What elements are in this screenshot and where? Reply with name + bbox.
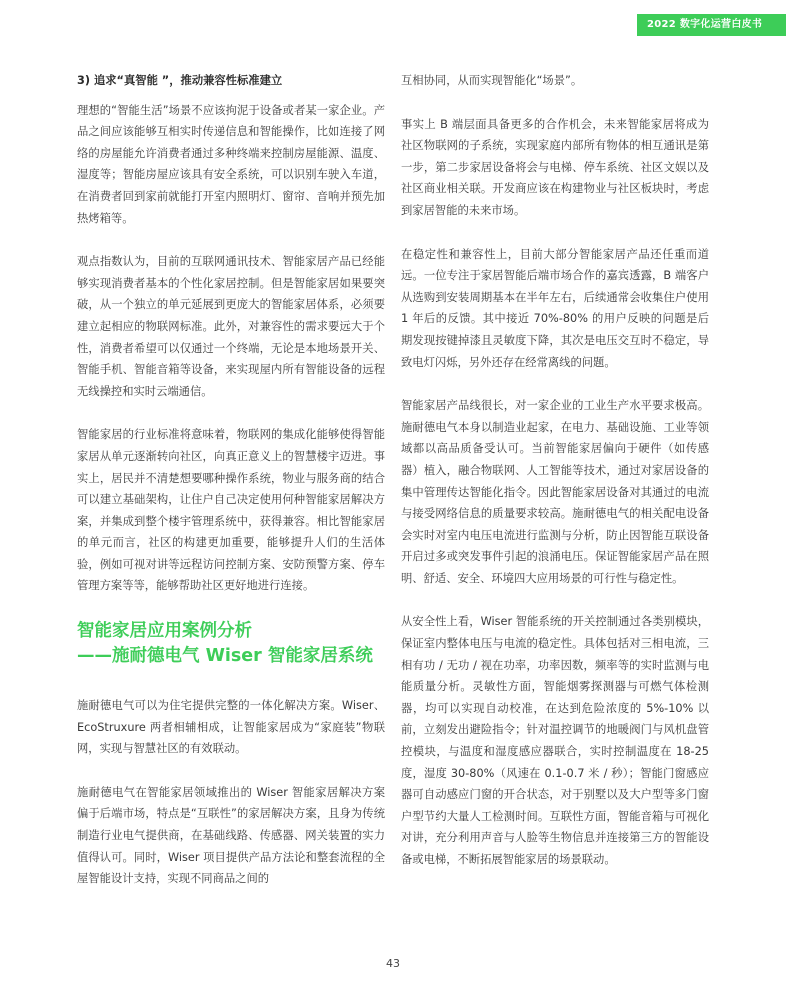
- paragraph: 施耐德电气可以为住宅提供完整的一体化解决方案。Wiser、EcoStruxure 两者相辅相成，让智能家居成为“家庭装”物联网，实现与智慧社区的有效联动。: [77, 699, 385, 756]
- header-tab: 2022 数字化运营白皮书: [637, 14, 786, 36]
- page-number: 43: [386, 957, 400, 970]
- paragraph: 施耐德电气在智能家居领域推出的 Wiser 智能家居解决方案偏于后端市场，特点是“互联性”的家居解决方案，且身为传统制造行业电气提供商，在基础线路、传感器、网关装置的实力值得认可。同时，Wiser 项目提供产品方法论和整套流程的全屋智能设计支持，实现不同商品之间的: [77, 785, 385, 886]
- paragraph: 从安全性上看，Wiser 智能系统的开关控制通过各类别模块，保证室内整体电压与电流的稳定性。具体包括对三相电流，三相有功 / 无功 / 视在功率，功率因数，频率等的实时监测与电能质量分析。灵敏性方面，智能烟雾探测器与可燃气体检测器，均可以实现自动校准，在达到危险浓度的 5%-10% 以前，立刻发出避险指令；针对温控调节的地暖阀门与风机盘管控模块，与温度和湿度感应器联合，实时控制温度在 18-25 度，湿度 30-80%（风速在 0.1-0.7 米 / 秒）；智能门窗感应器可自动感应门窗的开合状态，对于别墅以及大户型等多门窗户型节约大量人工检测时间。互联性方面，智能音箱与可视化对讲，充分利用声音与人脸等生物信息并连接第三方的智能设备或电梯，不断拓展智能家居的场景联动。: [401, 615, 709, 866]
- paragraph: 观点指数认为，目前的互联网通讯技术、智能家居产品已经能够实现消费者基本的个性化家居控制。但是智能家居如果要突破，从一个独立的单元延展到更庞大的智能家居体系，必须要建立起相应的物联网标准。此外，对兼容性的需求要远大于个性，消费者希望可以仅通过一个终端，无论是本地场景开关、智能手机、智能音箱等设备，来实现屋内所有智能设备的远程无线操控和实时云端通信。: [77, 255, 385, 398]
- section-title: [77, 619, 385, 669]
- left-column: [77, 70, 385, 912]
- paragraph: 理想的“智能生活”场景不应该拘泥于设备或者某一家企业。产品之间应该能够互相实时传递信息和智能操作，比如连接了网络的房屋能允许消费者通过多种终端来控制房屋能源、温度、湿度等；智能房屋应该具有安全系统，可以识别车驶入车道，在消费者回到家前就能打开室内照明灯、窗帘、音响并预先加热烤箱等。: [77, 103, 385, 225]
- paragraph: 智能家居产品线很长，对一家企业的工业生产水平要求极高。施耐德电气本身以制造业起家，在电力、基础设施、工业等领域都以高品质备受认可。当前智能家居偏向于硬件（如传感器）植入，融合物联网、人工智能等技术，通过对家居设备的集中管理传达智能化指令。因此智能家居设备对其通过的电流与接受网络信息的质量要求较高。施耐德电气的相关配电设备会实时对室内电压电流进行监测与分析，防止因智能互联设备开启过多或突发事件引起的浪涌电压。保证智能家居产品在照明、舒适、安全、环境四大应用场景的可行性与稳定性。: [401, 399, 709, 585]
- paragraph: 事实上 B 端层面具备更多的合作机会，未来智能家居将成为社区物联网的子系统，实现家庭内部所有物体的相互通讯是第一步，第二步家居设备将会与电梯、停车系统、社区文娱以及社区商业相关联。开发商应该在构建物业与社区板块时，考虑到家居智能的未来市场。: [401, 117, 709, 217]
- paragraph: 互相协同，从而实现智能化“场景”。: [401, 74, 583, 87]
- subheading: 3) 追求“真智能 ”，推动兼容性标准建立: [77, 74, 283, 87]
- section-title-line-1: 智能家居应用案例分析: [77, 621, 252, 642]
- paragraph: 在稳定性和兼容性上，目前大部分智能家居产品还任重而道远。一位专注于家居智能后端市场合作的嘉宾透露，B 端客户从选购到安装周期基本在半年左右，后续通常会收集住户使用 1 年后的反馈。其中接近 70%-80% 的用户反映的问题是后期发现按键掉漆且灵敏度下降，其次是电压交互时不稳定，导致电灯闪烁，另外还存在经常离线的问题。: [401, 247, 709, 369]
- section-title-line-2: ——施耐德电气 Wiser 智能家居系统: [77, 646, 373, 667]
- paragraph: 智能家居的行业标准将意味着，物联网的集成化能够使得智能家居从单元逐渐转向社区，向真正意义上的智慧楼宇迈进。事实上，居民并不清楚想要哪种操作系统，物业与服务商的结合可以建立基础架构，让住户自己决定使用何种智能家居解决方案，并集成到整个楼宇管理系统中，获得兼容。相比智能家居的单元而言，社区的构建更加重要，能够提升人们的生活体验，例如可视对讲等远程访问控制方案、安防预警方案、停车管理方案等等，能够帮助社区更好地进行连接。: [77, 428, 385, 593]
- right-column: [401, 70, 709, 893]
